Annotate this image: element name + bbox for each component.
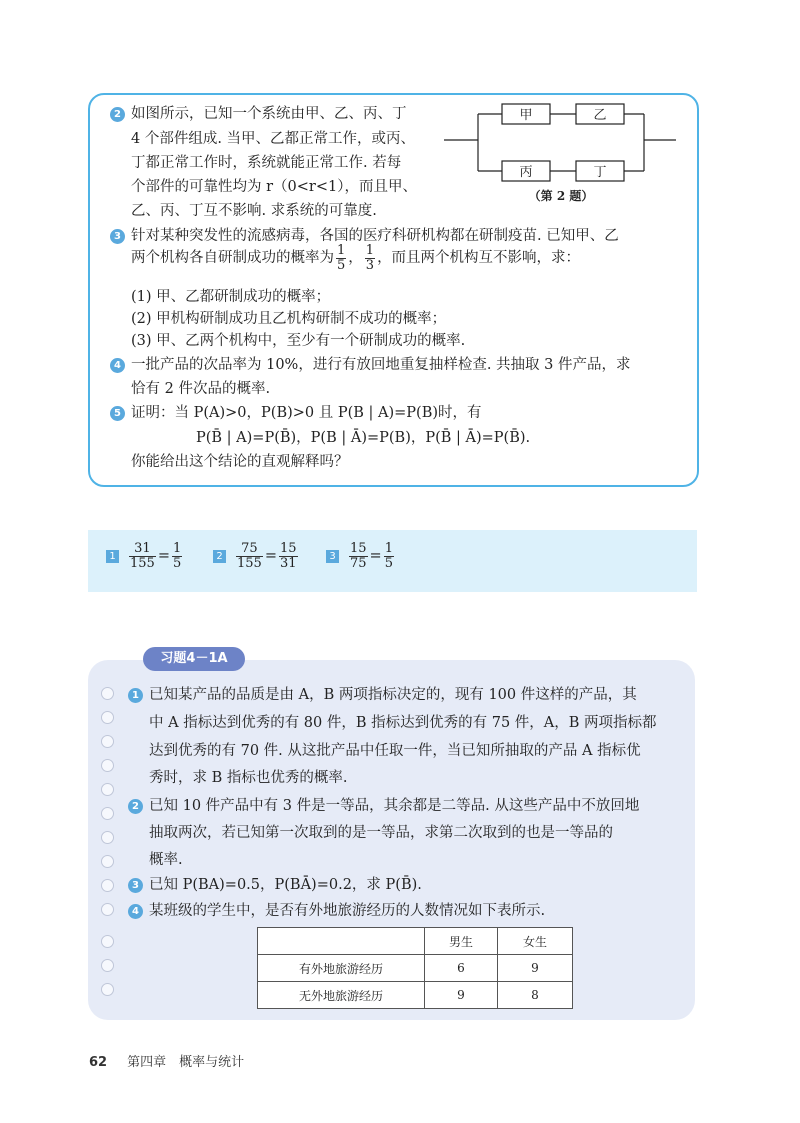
travel-table (257, 927, 573, 1009)
table-cell: 无外地旅游经历 (258, 982, 425, 1009)
question-3-part-1: (1) 甲、乙都研制成功的概率； (131, 289, 331, 305)
exercise-set-title: 习题4－1A (143, 647, 245, 671)
table-header: 男生 (425, 928, 498, 955)
exercise-1-line: 达到优秀的有 70 件. 从这批产品中任取一件，当已知所抽取的产品 A 指标优 (149, 743, 641, 759)
question-2-line: 乙、丙、丁互不影响. 求系统的可靠度. (131, 203, 377, 219)
question-3-part-2: (2) 甲机构研制成功且乙机构研制不成功的概率； (131, 311, 447, 327)
table-header-row (258, 928, 573, 955)
binder-hole-icon (101, 807, 114, 820)
question-5: 5 证明：当 P(A)>0，P(B)>0 且 P(B | A)=P(B)时，有 (110, 401, 482, 422)
question-2: 2 如图所示，已知一个系统由甲、乙、丙、丁 (110, 102, 407, 123)
table-cell: 9 (425, 982, 498, 1009)
question-number: 3 (110, 229, 125, 244)
binder-hole-icon (101, 687, 114, 700)
question-2-line: 个部件的可靠性均为 r（0<r<1），而且甲、 (131, 179, 417, 195)
component-c-label: 丙 (519, 165, 533, 180)
exercise-1: 1 已知某产品的品质是由 A，B 两项指标决定的，现有 100 件这样的产品，其 (128, 683, 637, 704)
question-number: 1 (128, 688, 143, 703)
table-cell: 有外地旅游经历 (258, 955, 425, 982)
fraction: $\frac{1}{3}$ (365, 243, 375, 273)
question-number: 2 (110, 107, 125, 122)
component-d-label: 丁 (593, 165, 607, 180)
question-number: 2 (128, 799, 143, 814)
system-diagram (440, 98, 680, 206)
question-number: 5 (110, 406, 125, 421)
binder-hole-icon (101, 759, 114, 772)
page-number: 62 (89, 1055, 108, 1070)
page-footer (89, 1051, 244, 1070)
table-header (258, 928, 425, 955)
question-5-formula: P(B̄ | A)=P(B̄)，P(B | Ā)=P(B)，P(B̄ | Ā)=P(B̄). (196, 430, 531, 446)
question-4-line: 恰有 2 件次品的概率. (131, 381, 271, 397)
binder-hole-icon (101, 983, 114, 996)
binder-hole-icon (101, 959, 114, 972)
binder-hole-icon (101, 879, 114, 892)
component-b-label: 乙 (593, 108, 607, 123)
question-2-line: 丁都正常工作时，系统就能正常工作. 若每 (131, 155, 402, 171)
exercise-1-line: 秀时，求 B 指标也优秀的概率. (149, 770, 348, 786)
table-header: 女生 (498, 928, 573, 955)
component-a-label: 甲 (519, 108, 533, 123)
table-cell: 6 (425, 955, 498, 982)
fraction: $\frac{1}{5}$ (337, 243, 346, 273)
question-4: 4 一批产品的次品率为 10%，进行有放回地重复抽样检查. 共抽取 3 件产品，求 (110, 353, 631, 374)
answer-number: 1 (106, 550, 119, 563)
binder-hole-icon (101, 855, 114, 868)
exercise-2: 2 已知 10 件产品中有 3 件是一等品，其余都是二等品. 从这些产品中不放回地 (128, 794, 639, 815)
binder-hole-icon (101, 935, 114, 948)
question-number: 3 (128, 878, 143, 893)
answer-3: 3 $\frac{15}{75}$ = $\frac{1}{5}$ (326, 542, 396, 570)
table-cell: 8 (498, 982, 573, 1009)
question-3-part-3: (3) 甲、乙两个机构中，至少有一个研制成功的概率. (131, 333, 466, 349)
exercise-4: 4 某班级的学生中，是否有外地旅游经历的人数情况如下表所示. (128, 899, 545, 920)
diagram-caption: （第 2 题） (528, 189, 594, 203)
exercise-1-line: 中 A 指标达到优秀的有 80 件，B 指标达到优秀的有 75 件，A，B 两项指标都 (149, 715, 657, 731)
binder-hole-icon (101, 711, 114, 724)
binder-hole-icon (101, 735, 114, 748)
answer-2: 2 $\frac{75}{155}$ = $\frac{15}{31}$ (213, 542, 300, 570)
question-3-line2: 两个机构各自研制成功的概率为 $\frac{1}{5}$ ， $\frac{1}{3}$ ，而且两个机构互不影响，求： (131, 243, 581, 273)
question-number: 4 (128, 904, 143, 919)
question-number: 4 (110, 358, 125, 373)
table-cell: 9 (498, 955, 573, 982)
exercise-3: 3 已知 P(BA)=0.5，P(BĀ)=0.2，求 P(B̄). (128, 873, 422, 894)
question-2-line: 4 个部件组成. 当甲、乙都正常工作，或丙、 (131, 131, 416, 147)
exercise-2-line: 抽取两次，若已知第一次取到的是一等品，求第二次取到的也是一等品的 (149, 825, 613, 841)
question-3: 3 针对某种突发性的流感病毒，各国的医疗科研机构都在研制疫苗. 已知甲、乙 (110, 224, 619, 245)
answer-number: 3 (326, 550, 339, 563)
exercise-2-line: 概率. (149, 852, 183, 868)
chapter-title: 第四章 概率与统计 (127, 1055, 245, 1070)
binder-hole-icon (101, 783, 114, 796)
binder-hole-icon (101, 903, 114, 916)
binder-hole-icon (101, 831, 114, 844)
table-row (258, 982, 573, 1009)
table-row (258, 955, 573, 982)
question-5-line: 你能给出这个结论的直观解释吗？ (131, 454, 349, 470)
answer-number: 2 (213, 550, 226, 563)
answer-1: 1 $\frac{31}{155}$ = $\frac{1}{5}$ (106, 542, 184, 570)
